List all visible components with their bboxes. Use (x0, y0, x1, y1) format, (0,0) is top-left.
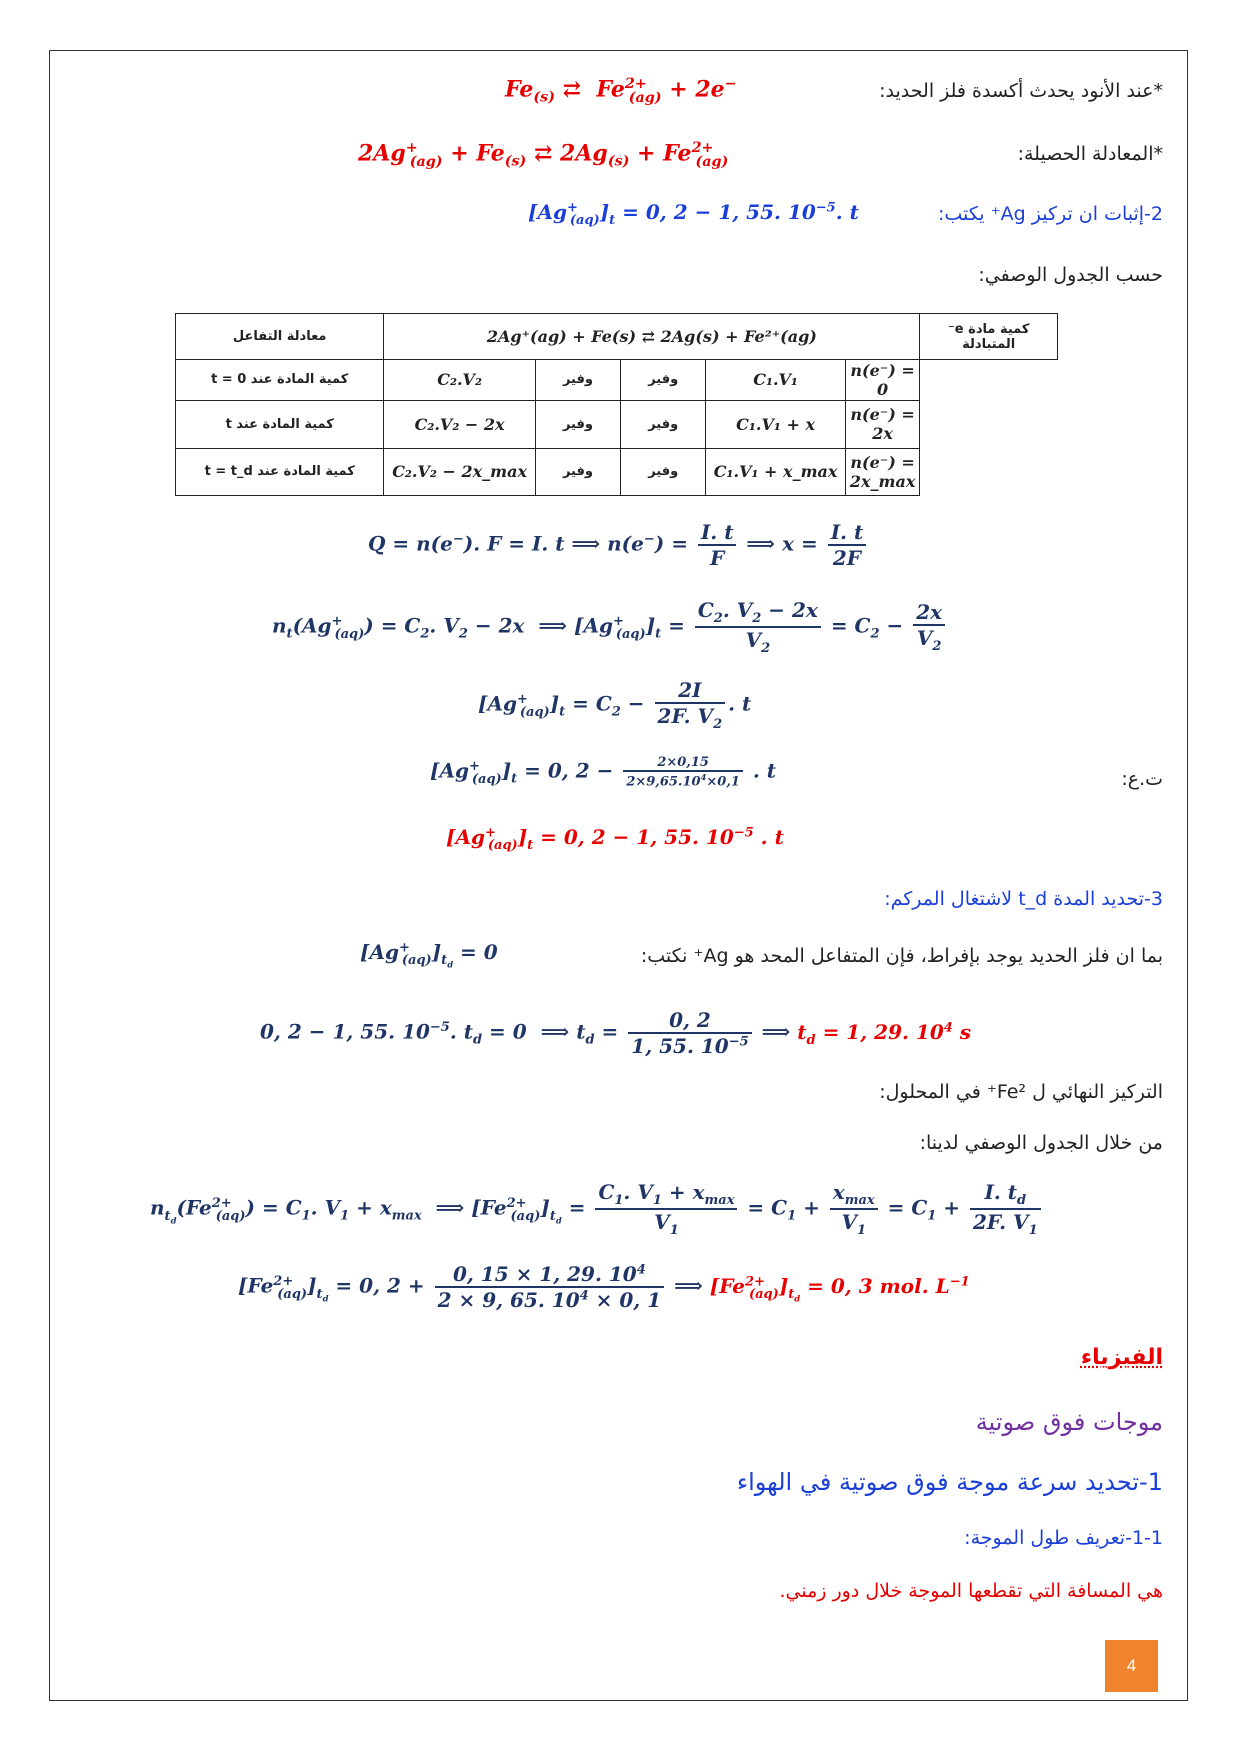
q3-text: 3-تحديد المدة t_d لاشتغال المركم: (884, 888, 1163, 910)
fe2-cell: C₁.V₁ (706, 360, 846, 401)
page-number: 4 (1105, 1640, 1158, 1692)
fe-cell: وفير (535, 360, 620, 401)
overall-equation: $2Ag^+_{(ag)} + Fe_{(s)}$ ⇄ $2Ag_{(s)} + Fe^{2+}_{(ag)}$ (358, 140, 729, 170)
ag-solid-cell: وفير (621, 448, 706, 495)
state-cell: كمية المادة عند t = t_d (176, 448, 384, 495)
ag-solid-cell: وفير (621, 360, 706, 401)
q2-text: 2-إثبات ان تركيز Ag⁺ يكتب: (937, 203, 1163, 225)
formula-td: 0, 2 − 1, 55. $10^{-5}$. $t_d = 0$ ⟹ $t_d$ = $\frac{0, 2}{1, 55. 10^{-5}}$ ⟹ $t_d = 1$, 29. $10^4$ s (260, 1008, 972, 1058)
electrons-cell: n(e⁻) = 2x (845, 400, 920, 448)
q11-text: 1-1-تعريف طول الموجة: (964, 1527, 1163, 1549)
q2-equation: $[Ag^+_{(aq)}]_t = 0$, 2 − 1, 55. $10^{-5}$. t (528, 200, 859, 228)
numeric-label: ت.ع: (1121, 768, 1163, 790)
fe-cell: وفير (535, 448, 620, 495)
table-row (176, 400, 1058, 448)
physics-heading: الفيزياء (1080, 1345, 1163, 1370)
final-conc-text: التركيز النهائي ل Fe²⁺ في المحلول: (879, 1081, 1163, 1103)
fe-cell: وفير (535, 400, 620, 448)
formula-fe-numeric: $[Fe^{2+}_{(aq)}]_{t_d} = 0$, 2 + $\frac{0, 15 \times 1, 29. 10^4}{2 \times 9, 65. 10^4 \times 0, 1}$ ⟹ $[Fe^{2+}_{(aq)}]_{t_d} = 0$, 3 mol. $L^{-1}$ (238, 1262, 970, 1312)
state-cell: كمية المادة عند t (176, 400, 384, 448)
from-table-text: من خلال الجدول الوصفي لدينا: (919, 1132, 1163, 1154)
formula-limiting: $[Ag^+_{(aq)}]_{t_d} = 0$ (360, 940, 498, 970)
fe2-cell: C₁.V₁ + x (706, 400, 846, 448)
definition-text: هي المسافة التي تقطعها الموجة خلال دور زمني. (779, 1580, 1163, 1602)
electrons-cell: n(e⁻) = 2x_max (845, 448, 920, 495)
ag-cell: C₂.V₂ (384, 360, 535, 401)
electrons-label: كمية مادة e⁻ المتبادلة (920, 314, 1058, 360)
formula-numeric: $[Ag^+_{(aq)}]_t = 0$, 2 − $\frac{2\times 0,15}{2\times 9,65.10^4\times 0,1}$ . t (430, 755, 777, 790)
state-cell: كمية المادة عند t = 0 (176, 360, 384, 401)
formula-ag-amount: $n_t(Ag^+_{(aq)}) = C_2$. $V_2 - 2x$ ⟹ $[Ag^+_{(aq)}]_t$ = $\frac{C_2. V_2 - 2x}{V_2}$ = $C_2$ − $\frac{2x}{V_2}$ (272, 598, 948, 656)
ag-solid-cell: وفير (621, 400, 706, 448)
formula-ag-conc: $[Ag^+_{(aq)}]_t = C_2$ − $\frac{2I}{2F. V_2}$ . t (478, 678, 752, 732)
overall-text: *المعادلة الحصيلة: (1017, 143, 1163, 165)
table-row (176, 360, 1058, 401)
descriptive-table (175, 313, 1058, 496)
excess-text: بما ان فلز الحديد يوجد بإفراط، فإن المتفاعل المحد هو Ag⁺ نكتب: (640, 945, 1163, 967)
fe2-cell: C₁.V₁ + x_max (706, 448, 846, 495)
table-intro: حسب الجدول الوصفي: (978, 264, 1163, 286)
formula-charge: Q = n(e−). F = I. t ⟹ n(e−) = $\frac{I. t}{F}$ ⟹ x = $\frac{I. t}{2F}$ (368, 520, 869, 570)
formula-fe-amount: $n_{t_d}(Fe^{2+}_{(aq)}) = C_1$. $V_1 + x_{max}$ ⟹ $[Fe^{2+}_{(aq)}]_{t_d}$ = $C_1$. $V_1 + x_{max}$ $V_1$ = $C_1$ + $x_{max}$ $V_1$ = $C_1$ + $\frac{I. t_d}{2F. V_1}$ (150, 1180, 1044, 1238)
anode-text: *عند الأنود يحدث أكسدة فلز الحديد: (879, 80, 1163, 102)
electrons-cell: n(e⁻) = 0 (845, 360, 920, 401)
waves-heading: موجات فوق صوتية (975, 1408, 1163, 1436)
result-ag-conc: $[Ag^+_{(aq)}]_t = 0$, 2 − 1, 55. $10^{-5}$ . t (446, 825, 784, 853)
ag-cell: C₂.V₂ − 2x (384, 400, 535, 448)
ag-cell: C₂.V₂ − 2x_max (384, 448, 535, 495)
page-frame (49, 50, 1188, 1701)
reaction-label: معادلة التفاعل (176, 314, 384, 360)
anode-equation: $Fe_{(s)}$ ⇄ $Fe^{2+}_{(ag)} + 2e^-$ (505, 76, 737, 106)
reaction-equation: 2Ag⁺(ag) + Fe(s) ⇄ 2Ag(s) + Fe²⁺(ag) (384, 314, 920, 360)
q1-heading: 1-تحديد سرعة موجة فوق صوتية في الهواء (736, 1468, 1163, 1496)
table-row (176, 448, 1058, 495)
